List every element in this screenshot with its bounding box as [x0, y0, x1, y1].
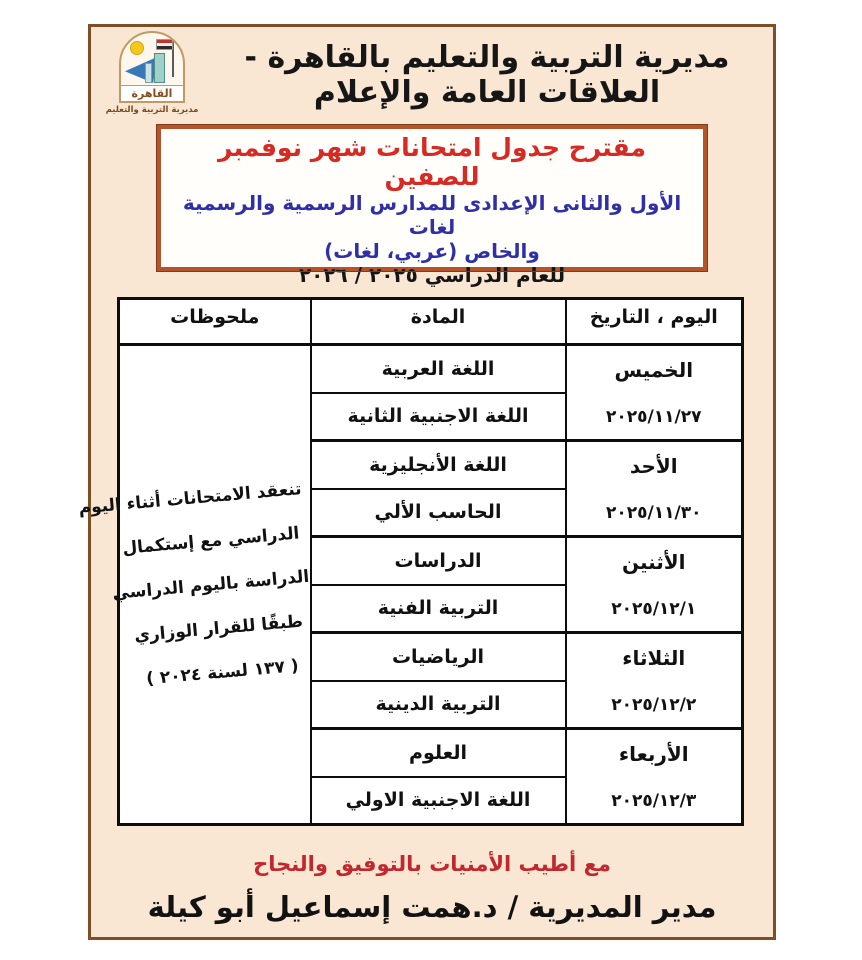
header [91, 27, 773, 123]
column-header-notes: ملحوظات [119, 299, 311, 345]
table-header-row [119, 299, 743, 345]
exam-schedule-table [77, 297, 744, 826]
day-date: ٢٠٢٥/١٢/٣ [611, 790, 697, 811]
subject-cell: الحاسب الألي [311, 489, 566, 537]
column-header-subject: المادة [311, 299, 566, 345]
subject-cell: العلوم [311, 729, 566, 777]
logo-arch [119, 31, 185, 103]
notes-line: ( ١٣٧ لسنة ٢٠٢٤ ) [145, 655, 300, 689]
subject-cell: الرياضيات [311, 633, 566, 681]
sail-icon [125, 57, 157, 83]
subject-cell: اللغة الاجنبية الاولي [311, 777, 566, 825]
subject-cell: اللغة الأنجليزية [311, 441, 566, 489]
day-date: ٢٠٢٥/١٢/١ [611, 598, 697, 619]
document-page [77, 24, 776, 940]
column-header-day-date: اليوم ، التاريخ [566, 299, 743, 345]
table-wrapper [77, 297, 744, 826]
day-name: الأربعاء [618, 742, 689, 767]
day-name: الأحد [629, 454, 678, 479]
building-icon [154, 53, 165, 83]
day-cell-thursday [566, 345, 743, 441]
notes-cell [77, 345, 311, 825]
building-icon-2 [145, 63, 152, 83]
notes-line: طبقًا للقرار الوزاري [133, 611, 304, 646]
egypt-flag-icon [156, 39, 173, 50]
logo-org-label: مديرية التربية والتعليم [105, 105, 199, 115]
announcement-line-4: للعام الدراسي ٢٠٢٥ / ٢٠٢٦ [298, 263, 566, 287]
day-cell-monday [566, 537, 743, 633]
subject-cell: اللغة العربية [311, 345, 566, 393]
notes-line: الدراسة باليوم الدراسي [111, 566, 311, 604]
sun-icon [130, 41, 144, 55]
day-cell-sunday [566, 441, 743, 537]
day-cell-wednesday [566, 729, 743, 825]
day-date: ٢٠٢٥/١١/٣٠ [606, 502, 702, 523]
subject-cell: التربية الفنية [311, 585, 566, 633]
logo-city-label: القاهرة [121, 85, 183, 101]
footer-wishes-text: مع أطيب الأمنيات بالتوفيق والنجاح [253, 852, 611, 876]
day-name: الثلاثاء [622, 646, 686, 671]
notes-line: الدراسي مع إستكمال [121, 522, 301, 559]
day-date: ٢٠٢٥/١٢/٢ [611, 694, 697, 715]
announcement-line-1: مقترح جدول امتحانات شهر نوفمبر للصفين [218, 133, 646, 191]
day-name: الخميس [614, 358, 694, 383]
cairo-directorate-logo [99, 31, 205, 123]
day-date: ٢٠٢٥/١١/٢٧ [606, 406, 702, 427]
announcement-title-box [157, 125, 707, 287]
table-row [119, 345, 743, 393]
announcement-line-2: الأول والثانى الإعدادى للمدارس الرسمية والرسمية لغات [182, 191, 682, 239]
subject-cell: الدراسات [311, 537, 566, 585]
subject-cell: اللغة الاجنبية الثانية [311, 393, 566, 441]
day-cell-tuesday [566, 633, 743, 729]
notes-text [77, 467, 319, 703]
footer [91, 852, 773, 924]
page-title: مديرية التربية والتعليم بالقاهرة - العلاقات العامة والإعلام [244, 40, 730, 110]
footer-signature-text: مدير المديرية / د.همت إسماعيل أبو كيلة [147, 890, 717, 924]
subject-cell: التربية الدينية [311, 681, 566, 729]
day-name: الأثنين [621, 550, 686, 575]
announcement-line-3: والخاص (عربي، لغات) [324, 239, 540, 263]
notes-line: تنعقد الامتحانات أثناء اليوم [77, 478, 303, 519]
